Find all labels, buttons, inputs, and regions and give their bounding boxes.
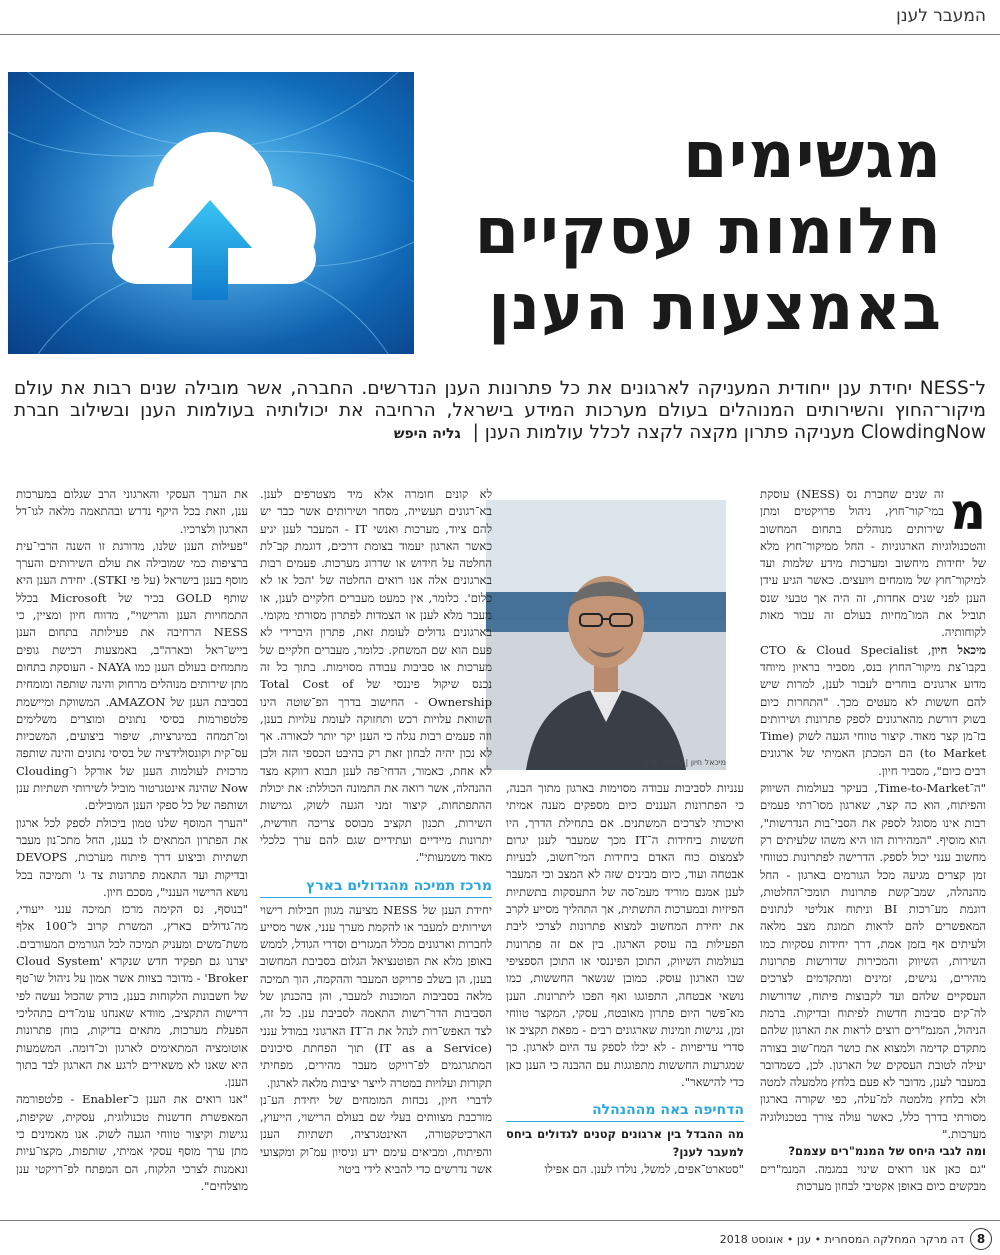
subhead-push-from-management: הדחיפה באה מההנהלה — [506, 1101, 744, 1122]
col2-question: מה ההבדל בין ארגונים קטנים לגדולים ביחס למעבר לענן? — [506, 1127, 744, 1159]
col4-paragraph-4: "בנוסף, נס הקימה מרכז תמיכה ענני ייעודי, מה־גדולים בארץ, המשרת קרוב ל־100 אלף משת־משים ומעניק תמיכה לכל הגורמים המעורבים. יצרנו גם תפקיד חדש שנקרא 'Cloud System Broker' - מדובר בצוות אשר אמון על ניהול שו־טף של חשבונות הלקוחות בענן, בודק שהכול נעשה לפי דרישות התקציב, מוודא שאנחנו עומ־דים בתהליכי הפעלת מערכות, מתאים בדיקות, בוחן פתרונות אוטומציה המתאימים לארגון וכ־דומה. המשמעות היא שאנו לא משאירים לרגע את הארגון לבד בתוך הענן. — [16, 902, 248, 1090]
bottom-divider — [0, 1220, 1000, 1221]
portrait-illustration — [486, 500, 726, 770]
col1-paragraph-2: , CTO & Cloud Specialist בקבו־צת מיקור־החוץ בנס, מסביר בראיון מיוחד מדוע ארגונים בוחרים לעבור לענן, למרות שיש להם חששות לא מעטים מכך. "התחרות כיום בשוק דורשת מהארגונים לספק פתרונות ושירותים בז־מן קצר מאוד. קיצור טווחי הגעה לשוק (Time to Market) הם המכתן האמיתי של ארגונים רבים כיום", מסביר חיון. — [760, 642, 986, 778]
col4-paragraph-3: "הערך המוסף שלנו טמון ביכולת לספק לכל ארגון את הפתרון המתאים לו בענן, החל מתכ־נון מעבר תשתיות וביצוע דרך פיתוח מערכות, DEVOPS ובדיקות ועד התאמת פתרונות צד ג' ותמיכה בכל נושא הרישוי הענני", מסכם חיון. — [16, 815, 248, 899]
col1-question: ומה לגבי היחס של המנמ"רים עצמם? — [788, 1144, 986, 1159]
hero-image — [8, 72, 414, 354]
col1-paragraph-4: "גם כאן אנו רואים שינוי במגמה. המנמ"רים מבקשים כיום באופן אקטיבי לבחון מערכות — [760, 1161, 986, 1193]
col4-paragraph-2: "פעילות הענן שלנו, מדורגת זו השנה הרבי־עית ברציפות כמי שמובילה את עולם השירותים והערך מוסף בענן בישראל (על פי STKI). יחידת הענן היא שותף GOLD בכיר של Microsoft בכלל התמחויות הענן והרישוי", מדווח חיון ומציין, כי NESS הרחיבה את פעילותה בתחום הענן בייש־ראל ובארה"ב, באמצעות רכישת גופים מתמחים בעולם הענן כמו NAYA - העוסקת בתחום מתן שירותים מנוהלים מרחוק והינה שותפה ומומחית בסביבת הענן של AMAZON. המשווקת ומיישמת פלטפורמות בסיסי נתונים ומוצרים משלימים ומ־תמחה במיגרציות, שיפור ביצועים, המשכיות עס־קית וקונסולידציה של בסיסי נתונים והינה שותפה מרכזית לעולמות הענן של אורקל ו־Clouding Now שהינה אינטגרטור מוביל לשירותי תשתיות ענן ושותפה של כל ספקי הענן המובילים. — [16, 538, 248, 813]
col3-paragraph-2: יחידת הענן של NESS מציעה מגוון חבילות רישוי ושירותים למעבר או להקמת מערך ענני, אשר מסייע לחברות וארגונים מכלל המגזרים וסדרי הגודל, לממש באופן מלא את הפוטנציאל הגלום בסביבת המחשוב בענן, הן בשלב פרויקט המעבר וההקמה, הוך תמיכה מלאה בסביבות המוכנות למעבר, והן בהכנתן של הסביבות הדר־רשות התאמה לסביבת ענן. כל זה, לצד האפש־רות לנהל את ה־IT הארגוני במודל ענני (IT as a Service) תוך הפחתת סיכונים המתגרגמים לפ־רויקט מעבר מהירים, מפחיתי תקורות ועלויות במטרה לייצר יציבות מלאה לארגון. — [260, 902, 492, 1090]
top-divider — [0, 34, 1000, 35]
drop-cap: מ — [949, 486, 986, 541]
cloud-upload-icon — [8, 72, 414, 354]
col2-paragraph-2: "סטארט־אפים, למשל, נולדו לענן. הם אפילו — [544, 1161, 744, 1176]
headline-line-1: מגשימים — [683, 119, 942, 193]
intro-text: ל־NESS יחידת ענן ייחודית המעניקה לארגונים את כל פתרונות הענן הנדרשים. החברה, אשר מובילה שנים רבות את עולם מיקור־החוץ והשירותים המנוהלים בעולם מערכות המידע בישראל, הרחיבה את יכולותיה בעולמות הענן ובשילוב חברת ClowdingNow מעניקה פתרון מקצה לקצה לכלל עולמות הענן | — [14, 378, 986, 443]
article-column-3 — [260, 486, 492, 1198]
photo-caption: מיכאל חיון | צילום: יח"צ — [643, 758, 726, 767]
section-label: המעבר לענן — [896, 6, 986, 26]
col3-paragraph-1: לא קונים חומרה אלא מיד מצטרפים לענן. בא־רגונים תעשייה, מסחר ושירותים אשר כבר יש להם ציוד, מערכות ואנשי IT - המעבר לענן יגיע כאשר הארגון יעמוד בצומת דרכים, דוגמת קב־לת החלטה על חידוש או שדרוג מערכות. פעמים רבות בארגונים אלה אנו רואים החלטה של 'הכל או לא כלום'. כלומר, אין כמעט מעברים חלקיים לענן, או מעבר מלא לענן או הצמדות לפתרון מסורתי מקומי. בארגונים גדולים לעומת זאת, פתרון היברידי לא פעם הוא שם המשחק. כלומר, מעברים חלקיים של מערכות או סביבות עבודה מסוימות. בתוך כל זה נכנס שיקול פיננסי של Total Cost of Ownership - החישוב בדרך הפ־שוטה הינו השוואת עלויות רכש ותחזוקה לעומת עלויות בענן, וזה פעמים רבות נגלה כי הענן יקר יותר לכאורה. אך לא נכון יהיה לבחון זאת רק בהיבט הכספי הזה ולכן לא אחת, כאמור, הדחי־פה לענן תבוא דווקא מצד ההנהלה, אשר רואה את התמונה הכוללת: את יכולת ההתפתחות, קיצור זמני הגעה לשוק, גמישות השירות, תכנון תקציב מבוסס צריכה חודשית, יתרונות מיידיים ועתידיים שגם להם ערך כלכלי מאוד משמעותי". — [260, 487, 492, 865]
col1-paragraph-1: זה שנים שחברת נס (NESS) עוסקת במי־קור־חוץ, ניהול פרויקטים ומתן שירותים מנוהלים בתחום המחשוב והטכנולוגיות הארגוניות - החל ממיקור־חוץ מלא של יחידות מיחשוב ומערכות מידע שלמות ועד למיקור־חוץ של מומחים ויועצים. כאשר הגיע עידן הענן לפני שנים אחדות, זה היה אך טבעי שנס תוביל את המו־מחיות בעולם זה עבור מאות לקוחותיה. — [760, 487, 986, 640]
intro-paragraph — [14, 378, 986, 445]
col3-paragraph-3: לדברי חיון, נכחות המומחים של יחידת הע־נן מורכבת מצוותים בעלי שם בעולם הרישוי, הייעוץ, הארכיטקטורה, האינטגרציה, תשתיות הענן והפיתוח, ומביאים עימם ידע וניסיון עמ־וק ומקצועי אשר נדרשים כדי להביא לידי ביטוי — [260, 1092, 492, 1176]
portrait-photo — [486, 500, 726, 770]
col2-paragraph-1: ענניות לסביבות עבודה מסוימות בארגון מתוך הבנה, כי הפתרונות העננים כיום מספקים מענה אמיתי ואיכותי לצרכים המשתנים. אם בתחילת הדרך, היו חששות ביחידות ה־IT מכך שמעבר לענן יגרום לצמצום כוח האדם ביחידות המי־חשוב, לבעיות אבטחה ועוד, כיום מבינים שזה לא המצב וכי המעבר לענן אמנם מוריד מעמ־סה של התעסקות בתשתיות הפיזיות ובמערכות התשתית, אך התהליך מסייע לקרב את יחידת המחשוב למצוא פתרונות לצרכי ליבת הפעילות בה עוסק הארגון. בין אם זה פתרונות בעולמות השיווק, התוכן הפיננסי או התוכן הספציפי שבו הארגון עוסק. כמובן שנשאר החששות, כמו נושאי אבטחה, התפוגגו ואף הפכו ליתרונות. הענן מא־פשר היום פתרון מאובטח, עסקי, המקצר טווחי זמן, נגישות וזמינות שארגונים רבים - מפאת תקציב או סדרי עדיפויות - לא יכלו לספק עד היום לארגון. כך שמגרעות החששות מתפוגגות עם ההבנה כי הענן כאן כדי להישאר". — [506, 781, 744, 1090]
byline: גליה היפש — [393, 426, 461, 442]
page-number: 8 — [970, 1228, 992, 1250]
article-column-1 — [760, 486, 986, 1198]
col1-paragraph-3: "ה־Time-to-Market, בעיקר בעולמות השיווק והפיתוח, הוא כה קצר, שארגון מסו־רתי פעמים רבות אינו מסוגל לספק את הסבי־בות הנדרשות", הוא מוסיף. "המהירות הזו היא משהו שלעיתים רק מחשוב ענני יכול לספק. הדרישה לפתרונות כטווחי זמן קצרים מגיעה מכל הגורמים בארגון - החל מהנהלה, שמב־קשת פתרונות תומכי־החלטות, דוגמת מע־רכות BI וניתוח אנליטי לנתונים המאפשרים להם לראות תמונת מצב מלאה ולעיתים אף בזמן אמת, דרך יחידות עסקיות כמו השירות, השיווק והמכירות שדורשות פתרונות מהירים, נגישים, זמינים ומתקדמים לצרכים העסקיים שלהם ועד לקבוצות פיתוח, שדורשות לה־קים סביבות חדשות לפיתוח ובדיקות. ברמת הניהול, המנמ"רים רוצים לראות את הארגון שלהם מתקדם קדימה ולמצוא את כושר המח־שוב בצורה יעילה לטובת העסקים של הארגון. לכן, כשמדובר במעבר לענן, מדובר לא פעם בלחץ מלמעלה למטה ולא בלחץ מלמטה למ־עלה, כפי שקורה בארגון מסורתי בדרך כלל, כאשר עולה צורך בטכנולוגיה מערכות." — [760, 781, 986, 1141]
subhead-support-center: מרכז תמיכה מהגדולים בארץ — [260, 877, 492, 898]
article-column-4 — [16, 486, 248, 1198]
col4-paragraph-5: "אנו רואים את הענן כ־Enabler - פלטפורמה המאפשרת חדשנות טכנולוגית, עסקית, שקיפות, נגישות וקיצור טווחי הגעה לשוק. אנו מאמינים כי מתן ערך מוסף עסקי אמיתי, שותפות, מקצו־עיות ונאמנות לצרכי הלקוח, הם המפתח לפ־רויקטי ענן מוצלחים". — [16, 1092, 248, 1193]
speaker-name: מיכאל חיון — [931, 642, 986, 657]
headline-line-2: חלומות עסקיים — [474, 195, 942, 269]
col4-paragraph-1: את הערך העסקי והארגוני הרב שגלום במערכות ענן, וזאת בכל היקף נדרש ובהתאמה מלאה לגו־דל הארגון ולצרכיו. — [16, 487, 248, 536]
headline-line-3: באמצעות הענן — [488, 271, 942, 345]
footer-text: דה מרקר המחלקה המסחרית • ענן • אוגוסט 2018 — [719, 1233, 964, 1246]
headline — [402, 118, 942, 346]
article-column-2 — [506, 780, 744, 1198]
